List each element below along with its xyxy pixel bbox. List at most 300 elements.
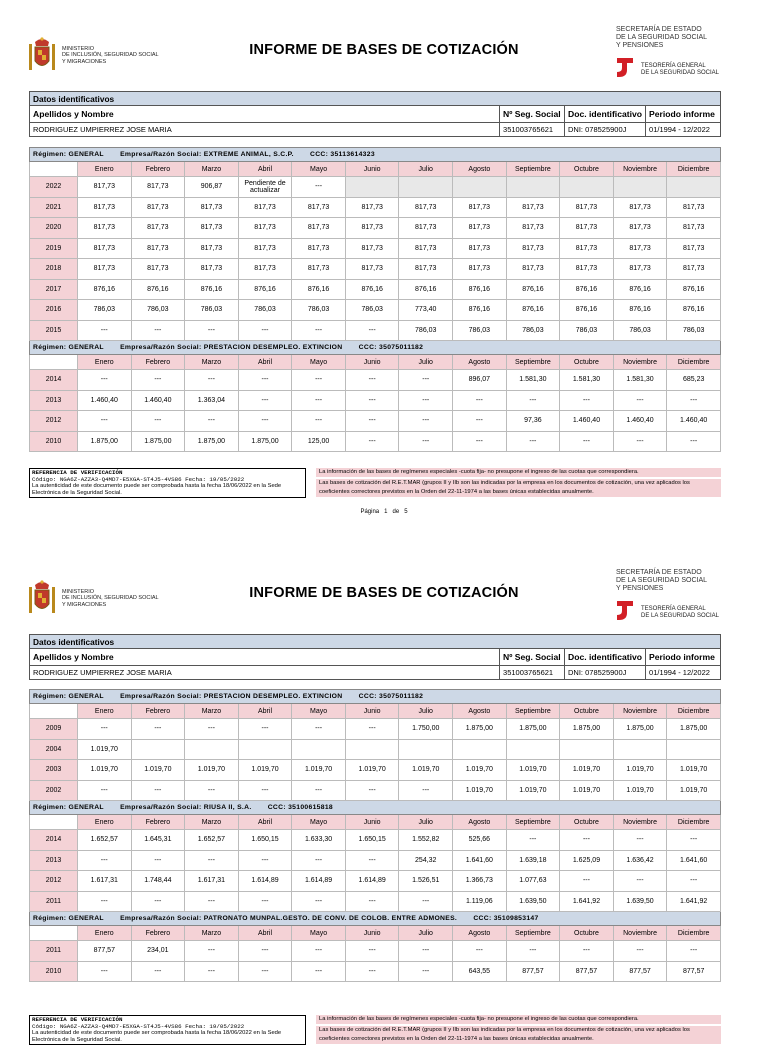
base-value-cell: 1.460,40 (667, 411, 721, 432)
base-value-cell: 1.119,06 (453, 891, 507, 912)
base-value-cell: --- (131, 780, 185, 801)
base-value-cell: --- (399, 411, 453, 432)
regimen-label: Régimen: GENERAL (33, 804, 104, 811)
base-value-cell: 817,73 (238, 238, 292, 259)
base-value-cell: --- (345, 719, 399, 740)
base-value-cell: 234,01 (131, 941, 185, 962)
base-value-cell: --- (399, 961, 453, 982)
base-value-cell: 1.614,89 (238, 871, 292, 892)
base-value-cell: --- (185, 850, 239, 871)
base-value-cell: 1.875,00 (185, 431, 239, 452)
month-header: Diciembre (667, 355, 721, 370)
month-header: Noviembre (613, 355, 667, 370)
base-value-cell: --- (131, 961, 185, 982)
base-value-cell: 817,73 (613, 197, 667, 218)
base-value-cell (399, 177, 453, 198)
month-header: Enero (77, 704, 131, 719)
year-cell: 2004 (30, 739, 78, 760)
table-row (30, 370, 721, 391)
base-value-cell: --- (131, 320, 185, 341)
base-value-cell: 906,87 (185, 177, 239, 198)
base-value-cell: 1.363,04 (185, 390, 239, 411)
base-value-cell: --- (399, 780, 453, 801)
month-header: Marzo (185, 355, 239, 370)
month-header: Julio (399, 704, 453, 719)
table-row (30, 279, 721, 300)
base-value-cell: --- (185, 780, 239, 801)
base-value-cell: 1.617,31 (185, 871, 239, 892)
base-value-cell: 817,73 (667, 259, 721, 280)
ccc-label: CCC: 35075011182 (358, 344, 424, 351)
base-value-cell: 876,16 (453, 279, 507, 300)
month-header: Julio (399, 926, 453, 941)
base-value-cell: 817,73 (185, 259, 239, 280)
base-value-cell: --- (292, 411, 346, 432)
bases-table (29, 147, 721, 452)
base-value-cell: 817,73 (613, 238, 667, 259)
base-value-cell: --- (77, 370, 131, 391)
year-cell: 2010 (30, 961, 78, 982)
tgss-logo-icon (614, 599, 636, 621)
page-header (0, 543, 768, 619)
ident-band: Datos identificativos (30, 635, 721, 649)
month-header: Noviembre (613, 815, 667, 830)
base-value-cell: 1.019,70 (77, 739, 131, 760)
month-header: Junio (345, 815, 399, 830)
base-value-cell (345, 177, 399, 198)
month-header: Octubre (560, 815, 614, 830)
base-value-cell: 786,03 (667, 320, 721, 341)
base-value-cell: --- (185, 370, 239, 391)
base-value-cell: --- (613, 941, 667, 962)
base-value-cell: --- (506, 390, 560, 411)
base-value-cell: --- (292, 177, 346, 198)
regimen-label: Régimen: GENERAL (33, 151, 104, 158)
base-value-cell: --- (292, 320, 346, 341)
base-value-cell: --- (238, 891, 292, 912)
base-value-cell: 1.019,70 (77, 760, 131, 781)
month-header: Agosto (453, 355, 507, 370)
base-value-cell: --- (131, 370, 185, 391)
base-value-cell: 97,36 (506, 411, 560, 432)
base-value-cell: --- (77, 719, 131, 740)
year-cell: 2010 (30, 431, 78, 452)
base-value-cell: --- (506, 431, 560, 452)
base-value-cell: --- (238, 719, 292, 740)
months-header-row (30, 162, 721, 177)
table-row (30, 961, 721, 982)
base-value-cell: --- (667, 390, 721, 411)
base-value-cell: --- (345, 941, 399, 962)
base-value-cell: --- (453, 411, 507, 432)
base-value-cell: 1.019,70 (613, 780, 667, 801)
regimen-label: Régimen: GENERAL (33, 344, 104, 351)
table-row (30, 177, 721, 198)
month-header: Marzo (185, 704, 239, 719)
month-header: Abril (238, 704, 292, 719)
base-value-cell: 643,55 (453, 961, 507, 982)
base-value-cell: 817,73 (506, 238, 560, 259)
base-value-cell: 786,03 (345, 300, 399, 321)
base-value-cell (238, 739, 292, 760)
base-value-cell (345, 739, 399, 760)
base-value-cell: --- (77, 961, 131, 982)
month-header: Agosto (453, 926, 507, 941)
base-value-cell: 877,57 (667, 961, 721, 982)
empresa-label: Empresa/Razón Social: PRESTACION DESEMPLEO. EXTINCION (120, 693, 343, 700)
empresa-label: Empresa/Razón Social: RIUSA II, S.A. (120, 804, 252, 811)
base-value-cell: 817,73 (506, 218, 560, 239)
verification-label: REFERENCIA DE VERIFICACIÓN (32, 1016, 123, 1023)
base-value-cell: 876,16 (613, 279, 667, 300)
table-row (30, 320, 721, 341)
table-row (30, 739, 721, 760)
base-value-cell: 817,73 (667, 238, 721, 259)
base-value-cell: 1.019,70 (667, 760, 721, 781)
month-header: Abril (238, 815, 292, 830)
base-value-cell: 786,03 (292, 300, 346, 321)
regimen-row (30, 148, 721, 162)
regimen-row (30, 912, 721, 926)
month-header: Noviembre (613, 926, 667, 941)
year-cell: 2022 (30, 177, 78, 198)
base-value-cell: 876,16 (185, 279, 239, 300)
base-value-cell (560, 739, 614, 760)
base-value-cell: 876,16 (506, 279, 560, 300)
year-cell: 2014 (30, 370, 78, 391)
verification-box (29, 1015, 306, 1045)
base-value-cell: --- (613, 390, 667, 411)
base-value-cell: --- (238, 370, 292, 391)
base-value-cell: 876,16 (345, 279, 399, 300)
base-value-cell: 817,73 (292, 259, 346, 280)
ccc-label: CCC: 35113614323 (310, 151, 375, 158)
base-value-cell (667, 177, 721, 198)
base-value-cell: 1.875,00 (613, 719, 667, 740)
col-nss-header: Nº Seg. Social (500, 649, 565, 666)
base-value-cell: --- (345, 431, 399, 452)
page-2 (0, 543, 768, 1043)
note-cuota-fija: La información de las bases de regímenes especiales -cuota fija- no presupone el ingreso de las cuotas que correspondiera. (316, 468, 721, 477)
month-header: Enero (77, 926, 131, 941)
base-value-cell: --- (77, 780, 131, 801)
base-value-cell: 817,73 (77, 259, 131, 280)
base-value-cell: 1.875,00 (131, 431, 185, 452)
base-value-cell: 786,03 (131, 300, 185, 321)
month-header: Diciembre (667, 162, 721, 177)
base-value-cell: Pendiente de actualizar (238, 177, 292, 198)
base-value-cell: 1.641,92 (667, 891, 721, 912)
base-value-cell: 817,73 (77, 177, 131, 198)
table-row (30, 390, 721, 411)
month-header: Diciembre (667, 815, 721, 830)
year-cell: 2015 (30, 320, 78, 341)
tgss-logo-icon (614, 56, 636, 78)
month-header: Mayo (292, 815, 346, 830)
table-row (30, 850, 721, 871)
base-value-cell: 876,16 (667, 300, 721, 321)
base-value-cell: 1.641,60 (453, 850, 507, 871)
col-name-header: Apellidos y Nombre (30, 106, 500, 123)
table-row (30, 300, 721, 321)
base-value-cell: 1.581,30 (613, 370, 667, 391)
tesoreria-name: TESORERÍA GENERAL DE LA SEGURIDAD SOCIAL (641, 606, 720, 619)
year-cell: 2002 (30, 780, 78, 801)
person-name: RODRIGUEZ UMPIERREZ JOSE MARIA (30, 666, 500, 680)
page-number: Página 1 de 5 (360, 509, 408, 515)
base-value-cell: 876,16 (77, 279, 131, 300)
verification-box (29, 468, 306, 498)
base-value-cell: 817,73 (399, 197, 453, 218)
base-value-cell: 1.019,70 (238, 760, 292, 781)
base-value-cell: --- (667, 431, 721, 452)
base-value-cell: 817,73 (131, 238, 185, 259)
note-retmar: Las bases de cotización del R.E.T.MAR (grupos II y IIb son las indicadas por la empresa en los documentos de cotización, una vez aplicados los coeficientes correctores previstos en la Orden del 22-11-1974 a las bases únicas establecidas anualmente. (316, 479, 721, 497)
year-cell: 2011 (30, 891, 78, 912)
base-value-cell: 525,66 (453, 830, 507, 851)
month-header: Enero (77, 815, 131, 830)
base-value-cell: 1.633,30 (292, 830, 346, 851)
base-value-cell: 876,16 (453, 300, 507, 321)
page-1 (0, 0, 768, 515)
base-value-cell: --- (667, 941, 721, 962)
year-cell: 2016 (30, 300, 78, 321)
months-header-row (30, 926, 721, 941)
base-value-cell: 817,73 (453, 259, 507, 280)
months-header-row (30, 815, 721, 830)
identification-table (29, 91, 721, 137)
base-value-cell (185, 739, 239, 760)
ministry-name: MINISTERIO DE INCLUSIÓN, SEGURIDAD SOCIAL Y MIGRACIONES (62, 46, 159, 65)
month-header: Julio (399, 815, 453, 830)
base-value-cell: --- (292, 961, 346, 982)
base-value-cell: 817,73 (292, 218, 346, 239)
base-value-cell: --- (77, 850, 131, 871)
base-value-cell: 1.875,00 (560, 719, 614, 740)
ccc-label: CCC: 35109853147 (473, 915, 539, 922)
base-value-cell: --- (345, 390, 399, 411)
base-value-cell: --- (399, 941, 453, 962)
month-header: Agosto (453, 704, 507, 719)
base-value-cell: 125,00 (292, 431, 346, 452)
month-header: Febrero (131, 926, 185, 941)
notes-block (316, 468, 721, 499)
secretaria-name: SECRETARÍA DE ESTADO DE LA SEGURIDAD SOCIAL Y PENSIONES (616, 26, 708, 49)
base-value-cell: 786,03 (506, 320, 560, 341)
month-header: Febrero (131, 162, 185, 177)
base-value-cell: 817,73 (292, 197, 346, 218)
base-value-cell: --- (131, 891, 185, 912)
month-header: Octubre (560, 704, 614, 719)
base-value-cell: 1.875,00 (238, 431, 292, 452)
month-header: Enero (77, 355, 131, 370)
base-value-cell: 1.526,51 (399, 871, 453, 892)
base-value-cell: --- (131, 719, 185, 740)
base-value-cell: --- (560, 431, 614, 452)
base-value-cell: --- (345, 850, 399, 871)
base-value-cell: --- (238, 320, 292, 341)
empresa-label: Empresa/Razón Social: PATRONATO MUNPAL.GESTO. DE CONV. DE COLOB. ENTRE ADMONES. (120, 915, 458, 922)
base-value-cell: 1.614,89 (292, 871, 346, 892)
month-header: Septiembre (506, 704, 560, 719)
doc-value: DNI: 078525900J (565, 123, 646, 137)
empresa-label: Empresa/Razón Social: PRESTACION DESEMPLEO. EXTINCION (120, 344, 343, 351)
base-value-cell: 876,16 (560, 300, 614, 321)
col-nss-header: Nº Seg. Social (500, 106, 565, 123)
base-value-cell: 1.019,70 (131, 760, 185, 781)
month-header: Septiembre (506, 926, 560, 941)
base-value-cell: 1.460,40 (560, 411, 614, 432)
base-value-cell: --- (292, 780, 346, 801)
months-header-row (30, 355, 721, 370)
period-value: 01/1994 - 12/2022 (646, 666, 721, 680)
base-value-cell: 1.019,70 (345, 760, 399, 781)
verification-text: La autenticidad de este documento puede ser comprobada hasta la fecha 18/06/2022 en la Sede Electrónica de la Seguridad Social. (32, 1030, 282, 1043)
base-value-cell: 1.019,70 (613, 760, 667, 781)
tesoreria-name: TESORERÍA GENERAL DE LA SEGURIDAD SOCIAL (641, 63, 720, 76)
page-header (0, 0, 768, 76)
base-value-cell: 1.645,31 (131, 830, 185, 851)
base-value-cell: 1.875,00 (77, 431, 131, 452)
base-value-cell (613, 739, 667, 760)
base-value-cell: 1.019,70 (560, 780, 614, 801)
base-value-cell: 876,16 (613, 300, 667, 321)
ccc-label: CCC: 35075011182 (358, 693, 424, 700)
month-header: Marzo (185, 926, 239, 941)
month-header: Mayo (292, 355, 346, 370)
table-row (30, 431, 721, 452)
base-value-cell: 817,73 (399, 259, 453, 280)
col-doc-header: Doc. identificativo (565, 649, 646, 666)
period-value: 01/1994 - 12/2022 (646, 123, 721, 137)
base-value-cell: 876,16 (238, 279, 292, 300)
base-value-cell: --- (399, 431, 453, 452)
base-value-cell: --- (238, 780, 292, 801)
base-value-cell: --- (506, 830, 560, 851)
base-value-cell: --- (292, 941, 346, 962)
year-cell: 2013 (30, 390, 78, 411)
document-title: INFORME DE BASES DE COTIZACIÓN (249, 585, 519, 601)
base-value-cell: 817,73 (667, 197, 721, 218)
verification-code: Código: NGA6Z-AZZA3-Q4MD7-E5XGA-ST4J5-4VS86 Fecha: 19/05/2022 (32, 1022, 245, 1030)
base-value-cell: 1.019,70 (292, 760, 346, 781)
base-value-cell: --- (667, 871, 721, 892)
base-value-cell: 817,73 (131, 177, 185, 198)
base-value-cell: 1.019,70 (399, 760, 453, 781)
base-value-cell: 1.581,30 (560, 370, 614, 391)
base-value-cell: --- (238, 961, 292, 982)
base-value-cell: 1.019,70 (453, 760, 507, 781)
base-value-cell: 1.019,70 (667, 780, 721, 801)
base-value-cell: --- (185, 411, 239, 432)
base-value-cell: 786,03 (613, 320, 667, 341)
base-value-cell: 773,40 (399, 300, 453, 321)
base-value-cell: --- (345, 780, 399, 801)
base-value-cell: 1.650,15 (238, 830, 292, 851)
base-value-cell (667, 739, 721, 760)
month-header: Noviembre (613, 704, 667, 719)
base-value-cell: --- (345, 370, 399, 391)
table-row (30, 238, 721, 259)
month-header: Junio (345, 926, 399, 941)
table-row (30, 780, 721, 801)
base-value-cell: 1.652,57 (185, 830, 239, 851)
base-value-cell: 817,73 (345, 259, 399, 280)
base-value-cell: 1.652,57 (77, 830, 131, 851)
table-row (30, 830, 721, 851)
base-value-cell: --- (613, 431, 667, 452)
base-value-cell: --- (345, 961, 399, 982)
base-value-cell: 1.019,70 (506, 780, 560, 801)
base-value-cell: --- (185, 320, 239, 341)
base-value-cell: 786,03 (77, 300, 131, 321)
base-value-cell: --- (453, 941, 507, 962)
nss-value: 351003765621 (500, 123, 565, 137)
month-header: Septiembre (506, 815, 560, 830)
empresa-label: Empresa/Razón Social: EXTREME ANIMAL, S.C.P. (120, 151, 294, 158)
month-header: Julio (399, 162, 453, 177)
base-value-cell: --- (131, 850, 185, 871)
base-value-cell: 1.460,40 (613, 411, 667, 432)
base-value-cell: 817,73 (560, 259, 614, 280)
year-cell: 2003 (30, 760, 78, 781)
base-value-cell: 1.639,50 (613, 891, 667, 912)
base-value-cell: 1.614,89 (345, 871, 399, 892)
base-value-cell: --- (613, 871, 667, 892)
table-row (30, 197, 721, 218)
base-value-cell: 817,73 (131, 218, 185, 239)
base-value-cell: 817,73 (613, 218, 667, 239)
base-value-cell (560, 177, 614, 198)
base-value-cell: --- (560, 830, 614, 851)
table-row (30, 719, 721, 740)
base-value-cell: 1.639,18 (506, 850, 560, 871)
base-value-cell: 817,73 (506, 259, 560, 280)
month-header: Agosto (453, 815, 507, 830)
table-row (30, 871, 721, 892)
base-value-cell: 817,73 (345, 238, 399, 259)
year-cell: 2011 (30, 941, 78, 962)
base-value-cell: 817,73 (345, 197, 399, 218)
notes-block (316, 1015, 721, 1046)
base-value-cell: --- (292, 850, 346, 871)
base-value-cell: 817,73 (560, 197, 614, 218)
month-header: Marzo (185, 815, 239, 830)
base-value-cell: --- (506, 941, 560, 962)
base-value-cell: --- (238, 941, 292, 962)
base-value-cell (453, 177, 507, 198)
base-value-cell: 877,57 (613, 961, 667, 982)
month-header: Febrero (131, 355, 185, 370)
person-name: RODRIGUEZ UMPIERREZ JOSE MARIA (30, 123, 500, 137)
base-value-cell: 1.617,31 (77, 871, 131, 892)
year-cell: 2012 (30, 411, 78, 432)
base-value-cell: 1.552,82 (399, 830, 453, 851)
base-value-cell (506, 739, 560, 760)
base-value-cell: --- (560, 871, 614, 892)
month-header: Mayo (292, 926, 346, 941)
base-value-cell: 254,32 (399, 850, 453, 871)
base-value-cell: 817,73 (292, 238, 346, 259)
base-value-cell: 896,07 (453, 370, 507, 391)
base-value-cell: 1.875,00 (506, 719, 560, 740)
year-cell: 2009 (30, 719, 78, 740)
base-value-cell: --- (345, 411, 399, 432)
base-value-cell: --- (77, 891, 131, 912)
verification-label: REFERENCIA DE VERIFICACIÓN (32, 469, 123, 476)
base-value-cell: --- (560, 390, 614, 411)
year-cell: 2019 (30, 238, 78, 259)
